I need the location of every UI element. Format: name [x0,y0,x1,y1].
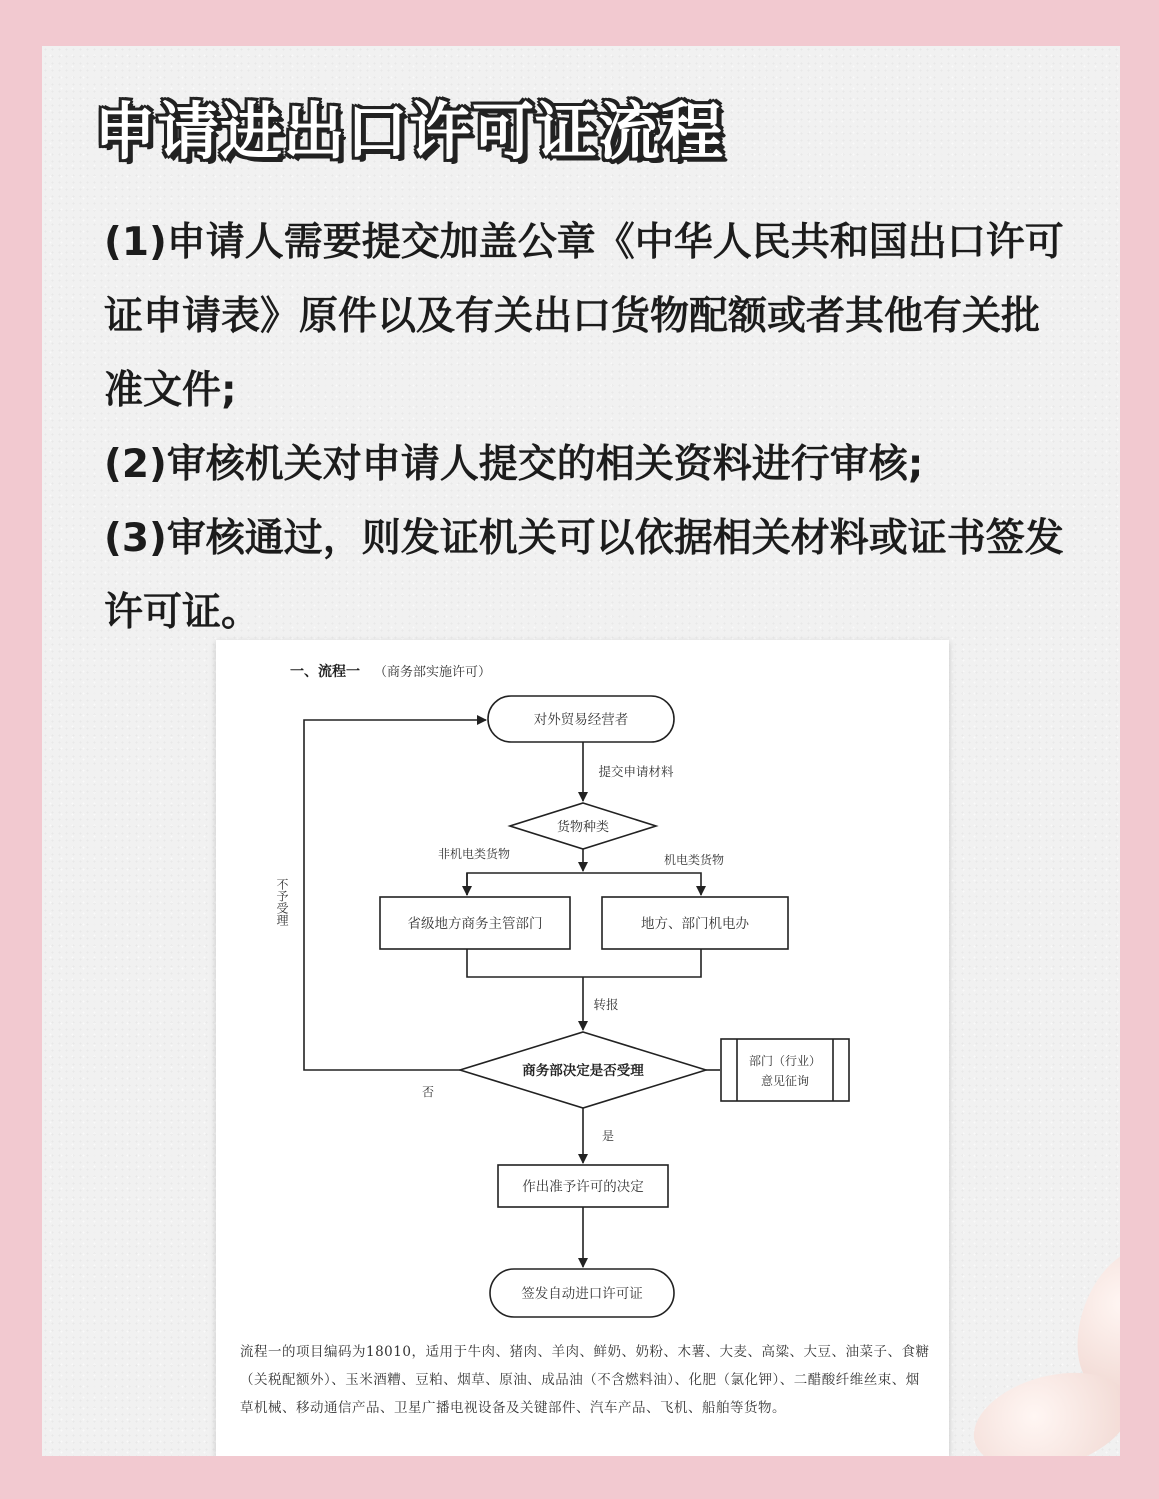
goods-type-label: 货物种类 [556,820,610,835]
transfer-label: 转报 [593,997,619,1012]
decision-label: 商务部决定是否受理 [522,1063,644,1079]
content-card [42,46,1120,1456]
flowchart [216,640,949,1340]
provincial-label: 省级地方商务主管部门 [407,916,543,932]
consult-label-line2: 意见征询 [760,1074,810,1088]
flowchart-footer: 流程一的项目编码为18010，适用于牛肉、猪肉、羊肉、鲜奶、奶粉、木薯、大麦、高粱、大豆、油菜子、食糖（关税配额外）、玉米酒糟、豆粕、烟草、原油、成品油（不含燃料油）、化肥（氯化钾）、二醋酸纤维丝束、烟草机械、移动通信产品、卫星广播电视设备及关键部件、汽车产品、飞机、船舶等货物。 [240,1344,930,1416]
step-item: (1)申请人需要提交加盖公章《中华人民共和国出口许可证申请表》原件以及有关出口货物配额或者其他有关批准文件; [104,220,1064,413]
issue-label: 签发自动进口许可证 [521,1286,643,1302]
page-title: 申请进出口许可证流程 [94,95,725,168]
reject-loop [304,720,486,1070]
steps-list [104,206,1064,650]
step-item: (2)审核机关对申请人提交的相关资料进行审核; [104,442,924,487]
flowchart-heading-note: （商务部实施许可） [374,665,492,680]
no-label: 否 [421,1085,435,1099]
reject-label: 不予受理 [275,878,289,926]
yes-label: 是 [601,1129,615,1143]
submit-label: 提交申请材料 [598,764,674,779]
branch-line [467,873,701,895]
merge-line [467,949,701,977]
grant-label: 作出准予许可的决定 [522,1179,644,1195]
non-electro-label: 非机电类货物 [437,847,511,861]
flowchart-document [216,640,949,1456]
step-item: (3)审核通过，则发证机关可以依据相关材料或证书签发许可证。 [104,516,1064,635]
consult-label-line1: 部门（行业） [748,1054,822,1068]
local-office-label: 地方、部门机电办 [641,916,749,932]
flowchart-heading: 一、流程一 [290,664,360,680]
consult-node [721,1039,849,1101]
electro-label: 机电类货物 [663,853,725,867]
start-label: 对外贸易经营者 [533,712,629,728]
